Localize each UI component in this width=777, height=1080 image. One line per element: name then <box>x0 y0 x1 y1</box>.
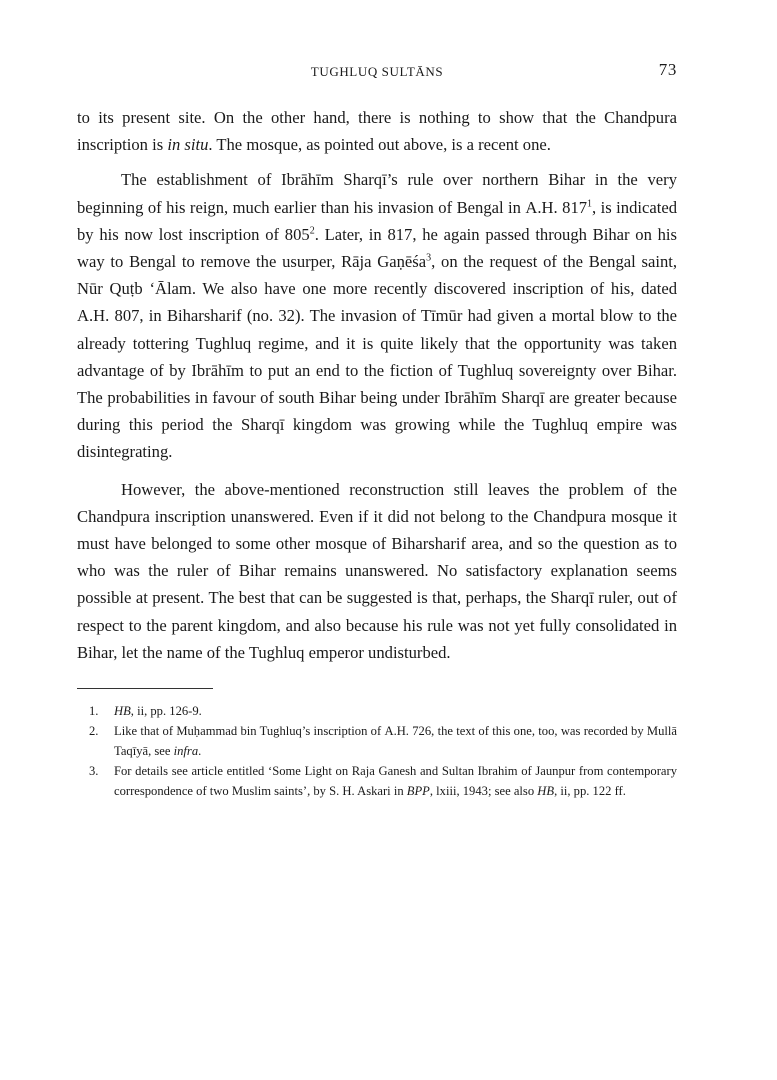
era-abbreviation: A.H. <box>525 197 558 217</box>
footnote-ref-3: 3 <box>426 252 432 264</box>
body-text <box>77 104 677 666</box>
running-title: TUGHLUQ SULTĀNS <box>310 64 444 79</box>
footnote-2: 2. Like that of Muḥammad bin Tughluq’s inscription of A.H. 726, the text of this one, too, was recorded by Mullā Taqīyā, see infra. <box>89 724 677 759</box>
italic-in-situ: in situ <box>167 135 209 155</box>
footnote-ref-1: 1 <box>587 198 593 210</box>
paragraph-2: The establishment of Ibrāhīm Sharqī’s rule over northern Bihar in the very beginning of his reign, much earlier than his invasion of Bengal in A.H. $817^1$, is indicated by his now lost inscription of $805^2$. Later, in 817, he again passed through Bihar on his way to Bengal to remove the usurper, Rāja Gaṇēśa$^3$, on the request of the Bengal saint, Nūr Quṭb ‘Ālam. We also have one more recently discovered inscription of his, dated A.H. 807, in Biharsharif (no. 32). The invasion of Tīmūr had given a mortal blow to the already tottering Tughluq regime, and it is quite likely that the opportunity was taken advantage of by Ibrāhīm to put an end to the fiction of Tughluq sovereignty over Bihar. The probabilities in favour of south Bihar being under Ibrāhīm Sharqī are greater because during this period the Sharqī kingdom was growing while the Tughluq empire was disintegrating. <box>77 170 678 462</box>
paragraph-1: to its present site. On the other hand, there is nothing to show that the Chandpura inscription is in situ. The mosque, as pointed out above, is a recent one. <box>77 108 677 155</box>
era-abbreviation: A.H. <box>77 306 110 326</box>
footnote-3: 3. For details see article entitled ‘Some Light on Raja Ganesh and Sultan Ibrahim of Jaunpur from contemporary correspondence of two Muslim saints’, by S. H. Askari in BPP, lxiii, 1943; see also HB, ii, pp. 122 ff. <box>89 764 677 799</box>
footnote-rule <box>77 688 213 689</box>
footnotes <box>77 701 677 801</box>
book-page <box>77 58 677 801</box>
footnote-ref-2: 2 <box>309 225 315 237</box>
footnote-1: 1. HB, ii, pp. 126-9. <box>89 704 202 719</box>
running-head <box>77 58 677 84</box>
page-number: 73 <box>658 60 677 79</box>
paragraph-3: However, the above-mentioned reconstruction still leaves the problem of the Chandpura inscription unanswered. Even if it did not belong to the Chandpura mosque it must have belonged to some other mosque of Biharsharif area, and so the question as to who was the ruler of Bihar remains unanswered. No satisfactory explanation seems possible at present. The best that can be suggested is that, perhaps, the Sharqī ruler, out of respect to the parent kingdom, and also because his rule was not yet fully consolidated in Bihar, let the name of the Tughluq emperor undisturbed. <box>77 479 677 662</box>
